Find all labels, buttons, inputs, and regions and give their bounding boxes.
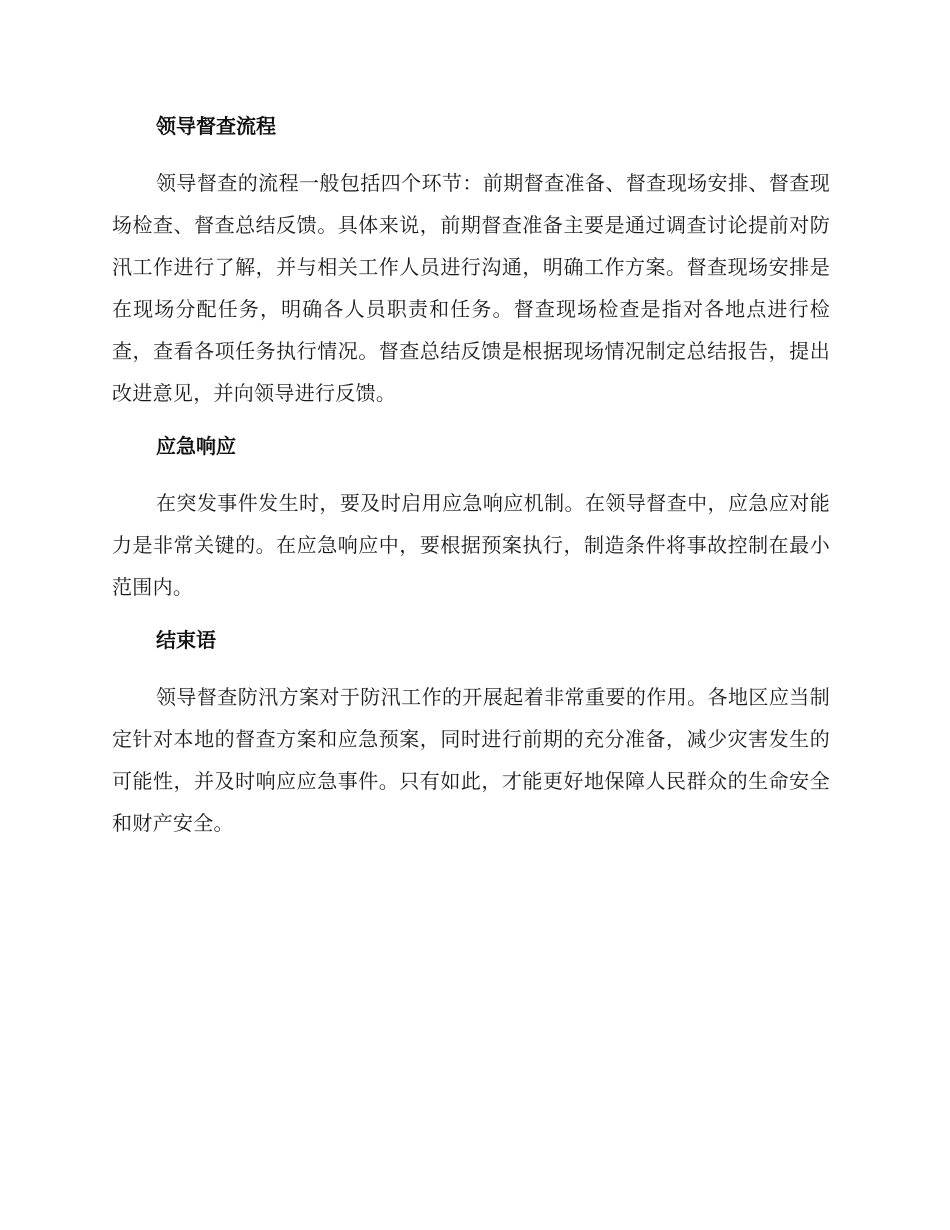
section-heading: 结束语	[156, 628, 216, 652]
section-heading: 领导督查流程	[156, 114, 276, 138]
section-paragraph: 领导督查防汛方案对于防汛工作的开展起着非常重要的作用。各地区应当制定针对本地的督查方案和应急预案，同时进行前期的充分准备，减少灾害发生的可能性，并及时响应应急事件。只有如此，才能更好地保障人民群众的生命安全和财产安全。	[112, 685, 830, 835]
section-emergency-response	[112, 428, 830, 608]
section-heading: 应急响应	[156, 434, 236, 458]
document-body	[112, 108, 830, 858]
section-supervision-process	[112, 108, 830, 414]
section-paragraph: 在突发事件发生时，要及时启用应急响应机制。在领导督查中，应急应对能力是非常关键的。在应急响应中，要根据预案执行，制造条件将事故控制在最小范围内。	[112, 491, 830, 599]
section-paragraph: 领导督查的流程一般包括四个环节：前期督查准备、督查现场安排、督查现场检查、督查总结反馈。具体来说，前期督查准备主要是通过调查讨论提前对防汛工作进行了解，并与相关工作人员进行沟通，明确工作方案。督查现场安排是在现场分配任务，明确各人员职责和任务。督查现场检查是指对各地点进行检查，查看各项任务执行情况。督查总结反馈是根据现场情况制定总结报告，提出改进意见，并向领导进行反馈。	[112, 171, 830, 405]
section-conclusion	[112, 622, 830, 844]
